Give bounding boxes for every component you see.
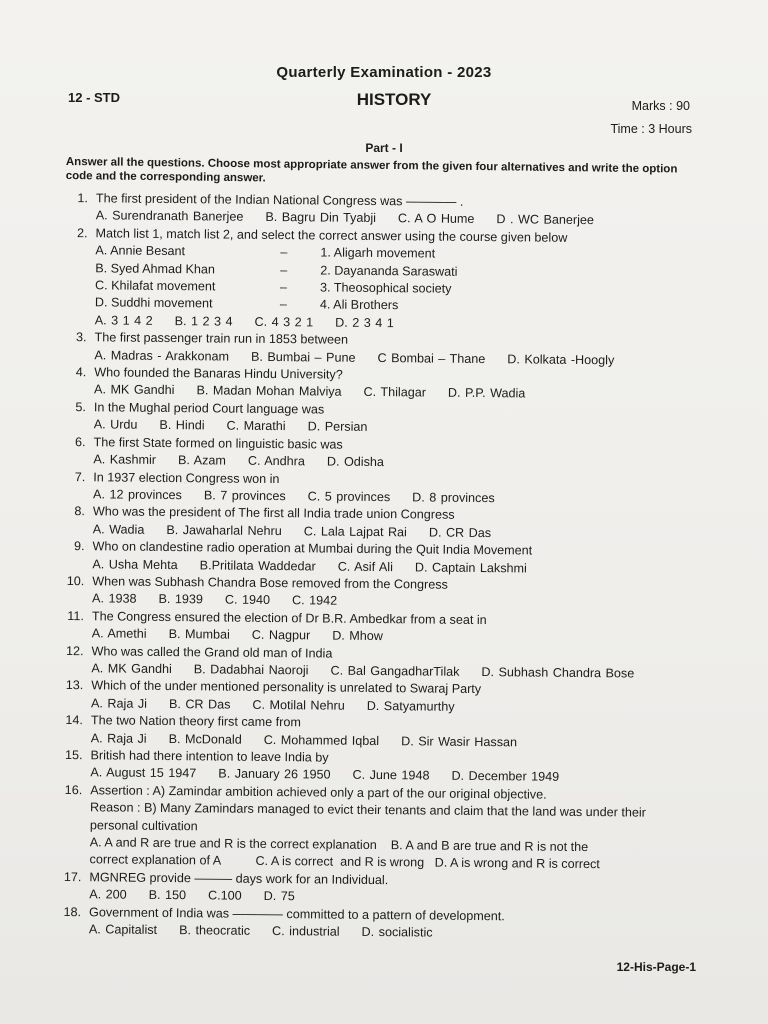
options-line: correct explanation of A C. A is correct and R is wrong D. A is wrong and R is correct (89, 852, 600, 872)
match-right: 1. Aligarh movement (320, 245, 436, 261)
option: B. Dadabhai Naoroji (193, 662, 309, 678)
option: A. Urdu (93, 417, 138, 432)
option: C. 1940 (224, 592, 271, 608)
instructions: Answer all the questions. Choose most appropriate answer from the given four alternatives and write the option code and the corresponding answer. (65, 155, 678, 185)
match-right: 4. Ali Brothers (319, 297, 399, 313)
option: D. Captain Lakshmi (414, 559, 527, 575)
question-number: 13. (65, 678, 84, 693)
option: A. MK Gandhi (94, 382, 175, 398)
match-left: B. Syed Ahmad Khan (95, 260, 216, 277)
match-dash: – (279, 297, 287, 312)
option: B. McDonald (168, 731, 242, 747)
question-number: 10. (66, 573, 85, 589)
option: A. Amethi (91, 626, 147, 641)
option: D . WC Banerjee (496, 212, 595, 228)
question-number: 9. (73, 539, 85, 554)
option: B. January 26 1950 (218, 766, 331, 782)
option: D. Mhow (332, 628, 384, 644)
option: A. 12 provinces (93, 487, 182, 503)
option: D. CR Das (428, 525, 492, 540)
question-text: Who on clandestine radio operation at Mumbai during the Quit India Movement (92, 539, 533, 558)
option: C. Marathi (226, 418, 286, 434)
question-item (63, 225, 696, 335)
option: C. Lala Lajpat Rai (303, 524, 407, 540)
marks-label: Marks : 90 (631, 99, 690, 113)
question-text: MGNREG provide ——— days work for an Individual. (89, 870, 389, 887)
page-footer: 12-His-Page-1 (616, 960, 696, 974)
option: A. Raja Ji (90, 730, 147, 746)
question-text: The first president of the Indian National Congress was ———— . (95, 191, 464, 209)
option: B. Bagru Din Tyabji (265, 210, 377, 226)
option: D. Kolkata -Hoogly (507, 351, 615, 367)
option: A. Madras - Arakkonam (94, 347, 230, 364)
option: C Bombai – Thane (377, 350, 486, 366)
option: D. socialistic (361, 924, 433, 940)
option: A. Wadia (92, 522, 145, 537)
option: C. Andhra (247, 453, 305, 469)
question-text: The first State formed on linguistic basic was (93, 434, 343, 452)
option: A. Surendranath Banerjee (95, 208, 244, 225)
question-text: Assertion : A) Zamindar ambition achieved only a part of the our original objective. (90, 783, 547, 802)
option: C. A O Hume (397, 211, 475, 227)
match-left: D. Suddhi movement (94, 295, 213, 311)
option: A. Capitalist (88, 922, 158, 937)
question-item (57, 782, 690, 875)
question-text: Match list 1, match list 2, and select the correct answer using the course given below (95, 226, 568, 245)
option: D. Subhash Chandra Bose (481, 664, 635, 681)
option: B. Madan Mohan Malviya (196, 383, 342, 400)
question-text: In the Mughal period Court language was (93, 400, 325, 417)
standard-label: 12 - STD (68, 90, 121, 105)
question-number: 3. (76, 330, 87, 345)
option: A. Usha Mehta (92, 556, 178, 572)
subject-title: HISTORY (356, 90, 432, 109)
question-number: 12. (65, 643, 84, 658)
question-number: 17. (63, 869, 82, 885)
option: C.100 (208, 888, 242, 903)
option: B. Hindi (159, 418, 205, 433)
option: B. Bumbai – Pune (250, 349, 356, 365)
question-text: The Congress ensured the election of Dr B.R. Ambedkar from a seat in (91, 609, 487, 627)
question-number: 8. (74, 504, 85, 519)
option: C. Bal GangadharTilak (330, 663, 460, 679)
option: C. Mohammed Iqbal (263, 732, 380, 748)
question-text: Government of India was ———— committed to a pattern of development. (89, 904, 505, 923)
question-number: 6. (75, 434, 86, 449)
option: B. Mumbai (168, 627, 230, 642)
question-item (57, 904, 689, 945)
option: A. 3 1 4 2 (94, 313, 153, 328)
option: D. 8 provinces (412, 490, 495, 506)
option: D. 75 (263, 889, 295, 904)
question-number: 11. (67, 608, 84, 623)
option: C. Thilagar (363, 385, 427, 400)
option: A. August 15 1947 (90, 765, 197, 781)
question-number: 4. (75, 365, 87, 380)
question-number: 5. (75, 399, 86, 415)
option: B. CR Das (168, 696, 231, 712)
option: A. 1938 (92, 591, 137, 607)
question-reason: Reason : B) Many Zamindars managed to evict their tenants and claim that the land was under their personal cultivation (89, 800, 646, 833)
option: B. theocratic (179, 923, 251, 938)
question-number: 2. (77, 225, 88, 241)
question-number: 15. (64, 748, 83, 763)
option: A. Kashmir (93, 452, 157, 467)
question-text: When was Subhash Chandra Bose removed from the Congress (92, 574, 448, 592)
match-left: C. Khilafat movement (95, 278, 216, 294)
question-text: The two Nation theory first came from (90, 713, 301, 730)
option: D. Persian (307, 419, 368, 435)
question-text: Which of the under mentioned personality is unrelated to Swaraj Party (91, 678, 482, 697)
option: C. industrial (272, 924, 340, 939)
option: C. 5 provinces (307, 489, 391, 505)
option: A. Raja Ji (91, 696, 148, 711)
question-text: Who was called the Grand old man of India (91, 643, 333, 661)
question-number: 16. (64, 782, 83, 798)
option: B. Azam (177, 453, 226, 468)
question-text: Who founded the Banaras Hindu University? (94, 365, 343, 382)
question-number: 14. (65, 713, 83, 728)
match-right: 2. Dayananda Saraswati (320, 263, 458, 279)
exam-title: Quarterly Examination - 2023 (276, 64, 492, 81)
match-left: A. Annie Besant (95, 243, 186, 259)
option: B. 7 provinces (203, 488, 286, 504)
question-text: The first passenger train run in 1853 between (94, 330, 349, 347)
match-dash: – (280, 245, 288, 260)
option: B. 150 (148, 888, 187, 903)
question-text: British had there intention to leave India by (90, 748, 329, 765)
option: B.Pritilata Waddedar (199, 557, 316, 573)
option: B. Jawaharlal Nehru (166, 522, 282, 538)
option: C. Motilal Nehru (252, 697, 345, 713)
option: D. P.P. Wadia (447, 386, 526, 401)
options-line: A. A and R are true and R is the correct explanation B. A and B are true and R is not the (89, 835, 589, 855)
question-number: 7. (74, 469, 86, 484)
question-number: 1. (77, 191, 88, 206)
option: D. Satyamurthy (366, 698, 455, 714)
option: C. 4 3 2 1 (254, 314, 314, 330)
option: C. 1942 (291, 593, 338, 608)
question-list (57, 190, 696, 945)
option: B. 1939 (158, 592, 203, 607)
option: D. Odisha (326, 454, 384, 470)
option: C. June 1948 (352, 768, 430, 783)
question-text: In 1937 election Congress won in (93, 469, 280, 486)
question-text: Who was the president of The first all India trade union Congress (92, 504, 455, 523)
option: C. Asif Ali (337, 559, 394, 574)
option: A. MK Gandhi (91, 661, 172, 677)
time-label: Time : 3 Hours (610, 122, 692, 136)
option: A. 200 (89, 887, 127, 902)
option: D. Sir Wasir Hassan (401, 733, 518, 749)
option: D. 2 3 4 1 (335, 315, 394, 331)
match-dash: – (280, 280, 288, 295)
match-right: 3. Theosophical society (320, 280, 452, 296)
question-number: 18. (63, 904, 82, 919)
option: B. 1 2 3 4 (174, 313, 233, 329)
option: D. December 1949 (451, 769, 560, 785)
match-dash: – (280, 262, 288, 277)
part-heading: Part - I (365, 141, 403, 155)
option: C. Nagpur (251, 627, 311, 643)
